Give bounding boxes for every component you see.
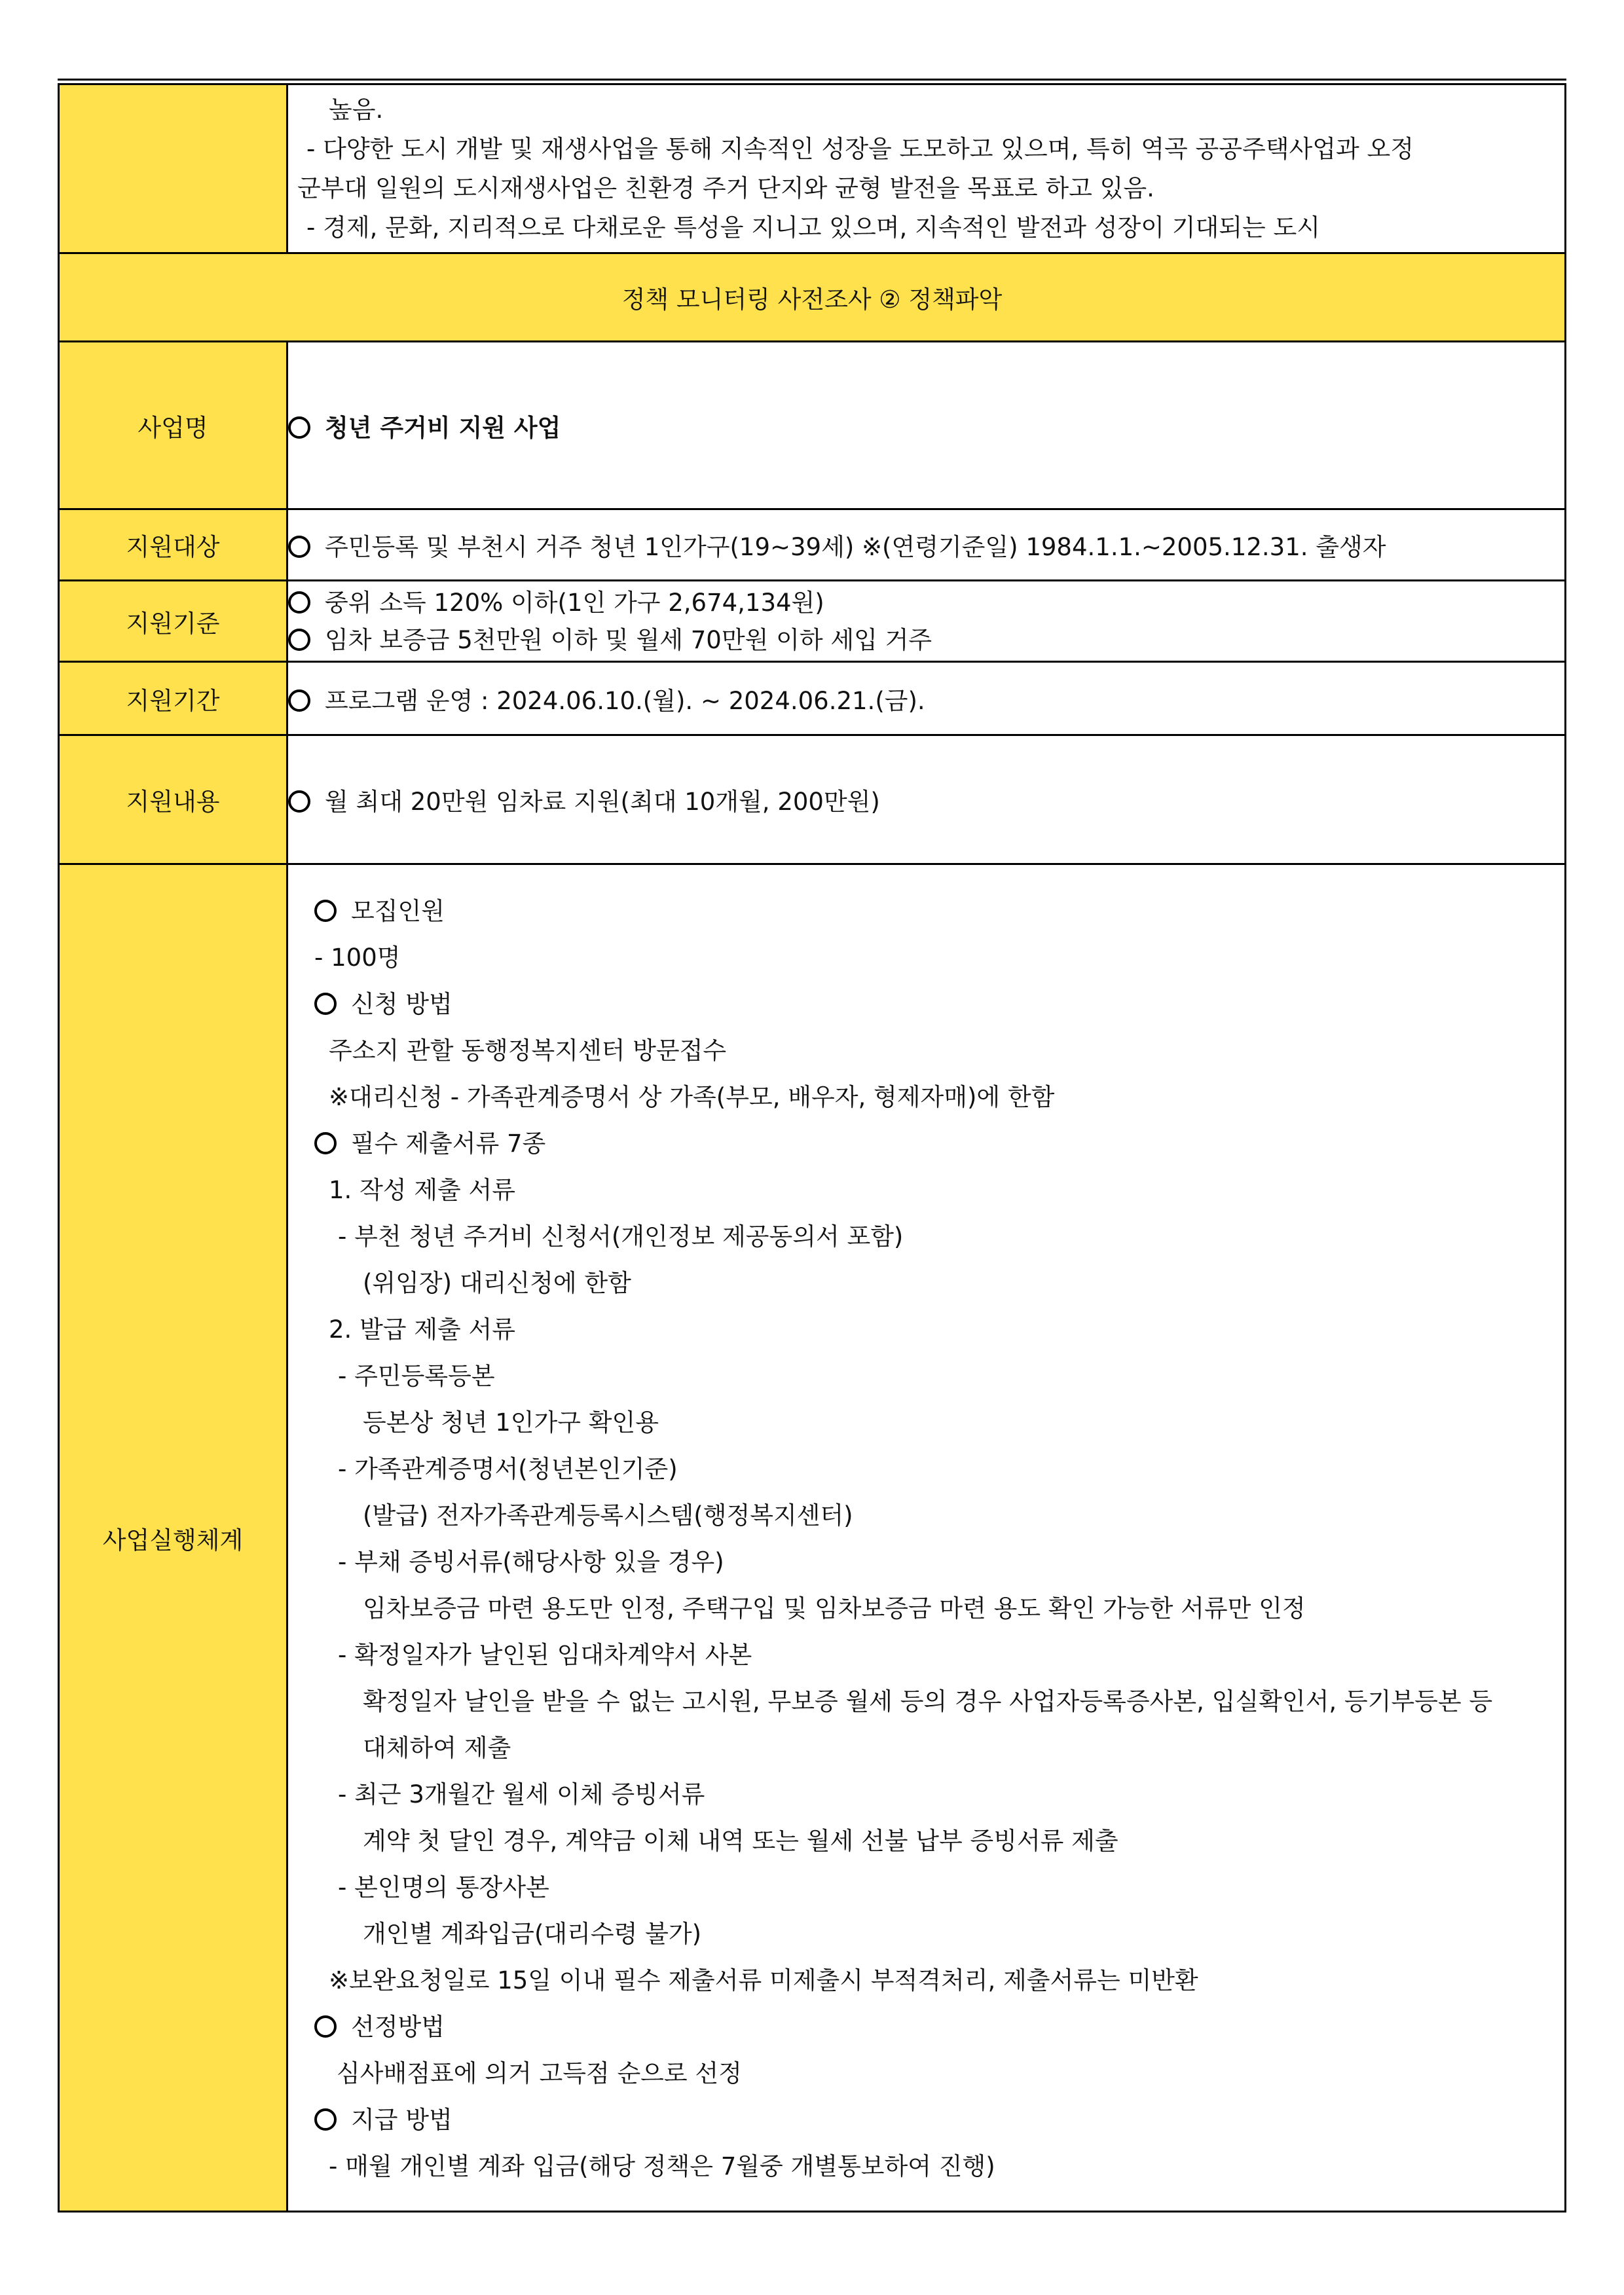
system-line-text: 계약 첫 달인 경우, 계약금 이체 내역 또는 월세 선불 납부 증빙서류 제출 [363,1826,1118,1855]
content-text: 월 최대 20만원 임차료 지원(최대 10개월, 200만원) [325,788,880,816]
system-line-text: 모집인원 [351,896,445,925]
continuation-text-cell [287,84,1566,253]
system-line [314,1492,1551,1539]
continuation-line: 군부대 일원의 도시재생사업은 친환경 주거 단지와 균형 발전을 목표로 하고 있음. [297,174,1154,202]
circle-bullet-icon [314,1132,337,1154]
system-line-text: 개인별 계좌입금(대리수령 불가) [363,1919,702,1948]
label-target: 지원대상 [59,509,287,581]
value-criteria [287,581,1566,662]
value-target [287,509,1566,581]
top-rule [58,79,1566,81]
label-system: 사업실행체계 [59,864,287,2212]
system-line-text: (발급) 전자가족관계등록시스템(행정복지센터) [363,1501,853,1530]
system-line-text: - 주민등록등본 [338,1361,495,1390]
system-line [314,1771,1551,1818]
system-line [314,1399,1551,1446]
system-line [314,1074,1551,1120]
circle-bullet-icon [288,790,310,813]
system-line [314,1585,1551,1632]
continuation-line: - 경제, 문화, 지리적으로 다채로운 특성을 지니고 있으며, 지속적인 발전과 성장이 기대되는 도시 [306,213,1320,242]
system-line [314,1864,1551,1911]
system-heading [314,888,1551,934]
circle-bullet-icon [288,689,310,712]
system-line-text: 주소지 관할 동행정복지센터 방문접수 [329,1036,727,1065]
system-line-text: 선정방법 [351,2012,445,2041]
system-line [314,2143,1551,2190]
system-line [314,1353,1551,1399]
system-heading [314,981,1551,1027]
system-line-text: - 가족관계증명서(청년본인기준) [338,1454,678,1483]
value-system [287,864,1566,2212]
continuation-line: - 다양한 도시 개발 및 재생사업을 통해 지속적인 성장을 도모하고 있으며, 특히 역곡 공공주택사업과 오정 [306,134,1414,163]
circle-bullet-icon [314,2015,337,2038]
system-line-text: - 최근 3개월간 월세 이체 증빙서류 [338,1780,705,1808]
circle-bullet-icon [314,993,337,1015]
label-criteria: 지원기준 [59,581,287,662]
system-line [314,1632,1551,1678]
label-period: 지원기간 [59,662,287,735]
system-line [314,1167,1551,1213]
circle-bullet-icon [314,900,337,922]
continuation-line: 높음. [329,95,384,124]
system-line-text: ※대리신청 - 가족관계증명서 상 가족(부모, 배우자, 형제자매)에 한함 [329,1082,1055,1111]
row-system [59,864,1566,2212]
system-line-text: - 본인명의 통장사본 [338,1873,549,1901]
criteria-text-2: 임차 보증금 5천만원 이하 및 월세 70만원 이하 세입 거주 [325,625,932,654]
system-line [314,1027,1551,1074]
system-heading [314,2004,1551,2050]
period-text: 프로그램 운영 : 2024.06.10.(월). ~ 2024.06.21.(금). [325,686,925,715]
system-line-text: 1. 작성 제출 서류 [329,1175,516,1204]
target-text: 주민등록 및 부천시 거주 청년 1인가구(19~39세) ※(연령기준일) 1984.1.1.~2005.12.31. 출생자 [325,533,1386,561]
system-line-text: - 부천 청년 주거비 신청서(개인정보 제공동의서 포함) [338,1222,904,1251]
circle-bullet-icon [288,629,310,651]
system-line-text: - 100명 [314,943,401,972]
system-line-text: 2. 발급 제출 서류 [329,1315,516,1344]
system-line [314,1818,1551,1864]
value-content [287,735,1566,864]
circle-bullet-icon [314,2108,337,2131]
value-business-name [287,342,1566,509]
system-line-text: 등본상 청년 1인가구 확인용 [363,1408,659,1437]
system-line [314,1260,1551,1306]
system-line [314,1911,1551,1957]
system-line [314,1539,1551,1585]
criteria-text-1: 중위 소득 120% 이하(1인 가구 2,674,134원) [325,588,824,617]
system-heading [314,1120,1551,1167]
row-criteria [59,581,1566,662]
business-name-text: 청년 주거비 지원 사업 [325,413,561,442]
system-line [314,1306,1551,1353]
system-line-text: - 확정일자가 날인된 임대차계약서 사본 [338,1640,752,1669]
row-period [59,662,1566,735]
system-line-text: 필수 제출서류 7종 [351,1129,546,1158]
system-line [314,1446,1551,1492]
system-line [314,1678,1551,1725]
system-line [314,1213,1551,1260]
section-title: 정책 모니터링 사전조사 ② 정책파악 [59,253,1566,342]
system-line [314,2050,1551,2097]
system-line-text: 확정일자 날인을 받을 수 없는 고시원, 무보증 월세 등의 경우 사업자등록증사본, 입실확인서, 등기부등본 등 [363,1687,1493,1716]
system-line-text: ※보완요청일로 15일 이내 필수 제출서류 미제출시 부적격처리, 제출서류는 미반환 [329,1966,1198,1994]
continuation-label-cell [59,84,287,253]
row-target [59,509,1566,581]
system-line-text: 심사배점표에 의거 고득점 순으로 선정 [337,2059,742,2087]
system-line-text: - 부채 증빙서류(해당사항 있을 경우) [338,1547,724,1576]
circle-bullet-icon [288,416,310,439]
section-header-row [59,253,1566,342]
system-line-text: 대체하여 제출 [363,1733,511,1762]
value-period [287,662,1566,735]
continuation-row [59,84,1566,253]
system-line [314,934,1551,981]
system-line-text: (위임장) 대리신청에 한함 [363,1268,631,1297]
system-line [314,1957,1551,2004]
row-content [59,735,1566,864]
system-line-text: 임차보증금 마련 용도만 인정, 주택구입 및 임차보증금 마련 용도 확인 가능한 서류만 인정 [363,1594,1306,1623]
circle-bullet-icon [288,591,310,614]
system-line-text: 신청 방법 [351,989,452,1018]
label-business-name: 사업명 [59,342,287,509]
system-line [314,1725,1551,1771]
system-line-text: 지급 방법 [351,2105,452,2134]
row-business-name [59,342,1566,509]
system-heading [314,2097,1551,2143]
policy-table [58,83,1566,2212]
system-line-text: - 매월 개인별 계좌 입금(해당 정책은 7월중 개별통보하여 진행) [329,2152,995,2180]
label-content: 지원내용 [59,735,287,864]
circle-bullet-icon [288,536,310,558]
